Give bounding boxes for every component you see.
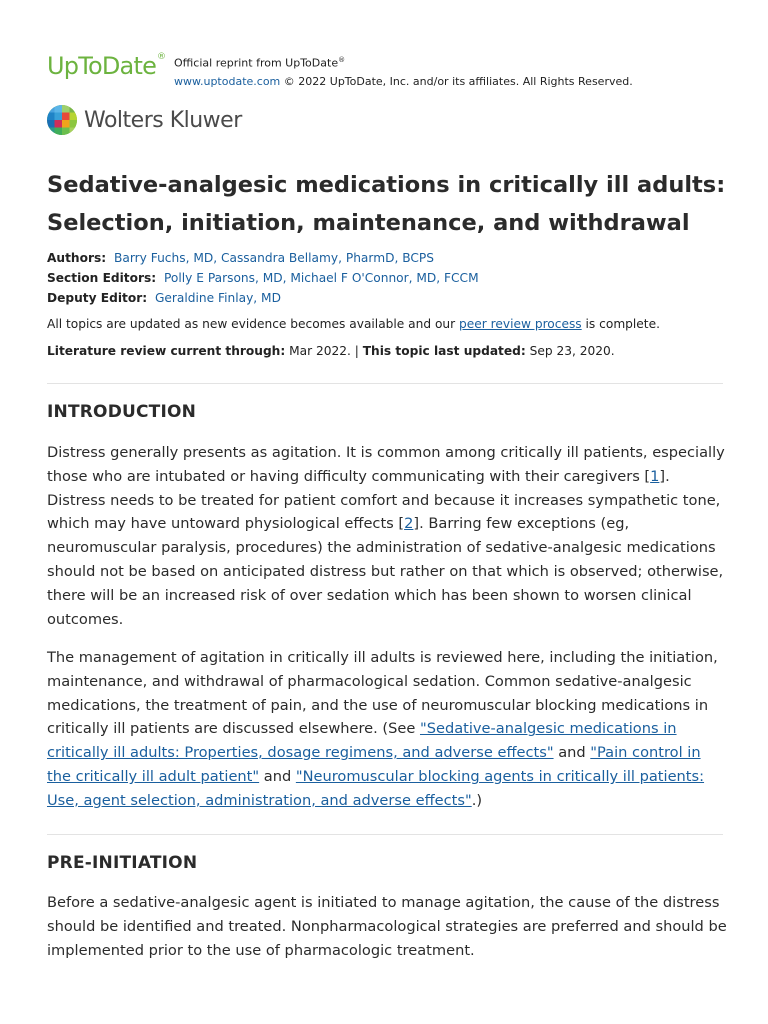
- intro-p2-and-1: and: [553, 744, 591, 762]
- intro-p1-text-a: Distress generally presents as agitation. It is common among critically ill patients, especially those who are intubated or having difficulty communicating with their caregivers [: [47, 444, 725, 485]
- deputy-editor-link[interactable]: Geraldine Finlay, MD: [154, 291, 281, 305]
- reprint-header: [47, 48, 727, 88]
- copyright-text: © 2022 UpToDate, Inc. and/or its affiliates. All Rights Reserved.: [280, 74, 633, 88]
- intro-p2-text-a: The management of agitation in critically ill adults is reviewed here, including the initiation, maintenance, and withdrawal of pharmacological sedation. Common sedative-analgesic medications, the treatment of pain, and the use of neuromuscular blocking medications in critically ill patients are discussed elsewhere. (See: [47, 649, 718, 738]
- introduction-paragraph-1: [47, 441, 727, 631]
- last-updated-label: This topic last updated:: [362, 344, 526, 358]
- reprint-line: Official reprint from UpToDate: [174, 56, 339, 70]
- article-contributors: [47, 248, 727, 308]
- section-editors-label: Section Editors:: [47, 271, 157, 285]
- uptodate-url-link[interactable]: www.uptodate.com: [174, 74, 281, 88]
- section-editors-link[interactable]: Polly E Parsons, MD, Michael F O'Connor, MD, FCCM: [164, 271, 479, 285]
- topic-link-pain-control[interactable]: "Pain control in the critically ill adult patient": [47, 744, 701, 785]
- intro-p2-and-2: and: [259, 767, 296, 785]
- deputy-editor-label: Deputy Editor:: [47, 291, 148, 305]
- reference-link-2[interactable]: 2: [404, 515, 414, 533]
- uptodate-logo[interactable]: [47, 48, 165, 81]
- wolters-kluwer-mosaic-icon: [47, 105, 77, 135]
- reference-link-1[interactable]: 1: [650, 467, 660, 485]
- intro-p1-text-c: ]. Barring few exceptions (eg, neuromuscular paralysis, procedures) the administration of sedative-analgesic medications should not be based on anticipated distress but rather on that which is observed; otherwise, there will be an increased risk of over sedation which has been shown to worsen clinical outcomes.: [47, 515, 724, 628]
- section-divider: [47, 383, 723, 384]
- article-title: Sedative-analgesic medications in critically ill adults: Selection, initiation, maintenance, and withdrawal: [47, 172, 726, 236]
- section-editors-row: [47, 268, 727, 288]
- topic-link-sedative-properties[interactable]: "Sedative-analgesic medications in critically ill adults: Properties, dosage regimens, and adverse effects": [47, 720, 677, 762]
- uptodate-logo-text: UpToDate: [47, 52, 157, 80]
- literature-review-value: Mar 2022. |: [285, 344, 363, 358]
- publisher-name: Wolters Kluwer: [84, 108, 242, 133]
- intro-p1-text-b: ]. Distress needs to be treated for patient comfort and because it increases sympathetic tone, which may have untoward physiological effects [: [47, 467, 721, 533]
- literature-review-label: Literature review current through:: [47, 344, 286, 358]
- topic-link-neuromuscular-blocking[interactable]: "Neuromuscular blocking agents in critically ill patients: Use, agent selection, administration, and adverse effects": [47, 767, 705, 809]
- pre-initiation-heading: PRE-INITIATION: [47, 853, 198, 873]
- reprint-notice: [174, 51, 633, 91]
- deputy-editor-row: [47, 288, 727, 308]
- introduction-paragraph-2: [47, 646, 727, 813]
- section-divider: [47, 834, 723, 835]
- authors-label: Authors:: [47, 251, 107, 265]
- reprint-registered-mark: ®: [338, 56, 346, 64]
- registered-mark: ®: [157, 52, 166, 62]
- update-notice-pre: All topics are updated as new evidence becomes available and our: [47, 317, 460, 331]
- introduction-heading: INTRODUCTION: [47, 402, 197, 422]
- pre-initiation-paragraph-1: Before a sedative-analgesic agent is initiated to manage agitation, the cause of the distress should be identified and treated. Nonpharmacological strategies are preferred and should be implemented prior to the use of pharmacologic treatment.: [47, 894, 727, 959]
- authors-row: [47, 248, 727, 268]
- peer-review-link[interactable]: peer review process: [459, 317, 582, 331]
- update-notice-post: is complete.: [581, 317, 660, 331]
- intro-p2-end: .): [471, 791, 483, 809]
- authors-link[interactable]: Barry Fuchs, MD, Cassandra Bellamy, PharmD, BCPS: [114, 251, 434, 265]
- review-dates: [47, 343, 737, 359]
- update-notice: [47, 316, 737, 332]
- wolters-kluwer-logo: [47, 105, 267, 135]
- last-updated-value: Sep 23, 2020.: [525, 344, 615, 358]
